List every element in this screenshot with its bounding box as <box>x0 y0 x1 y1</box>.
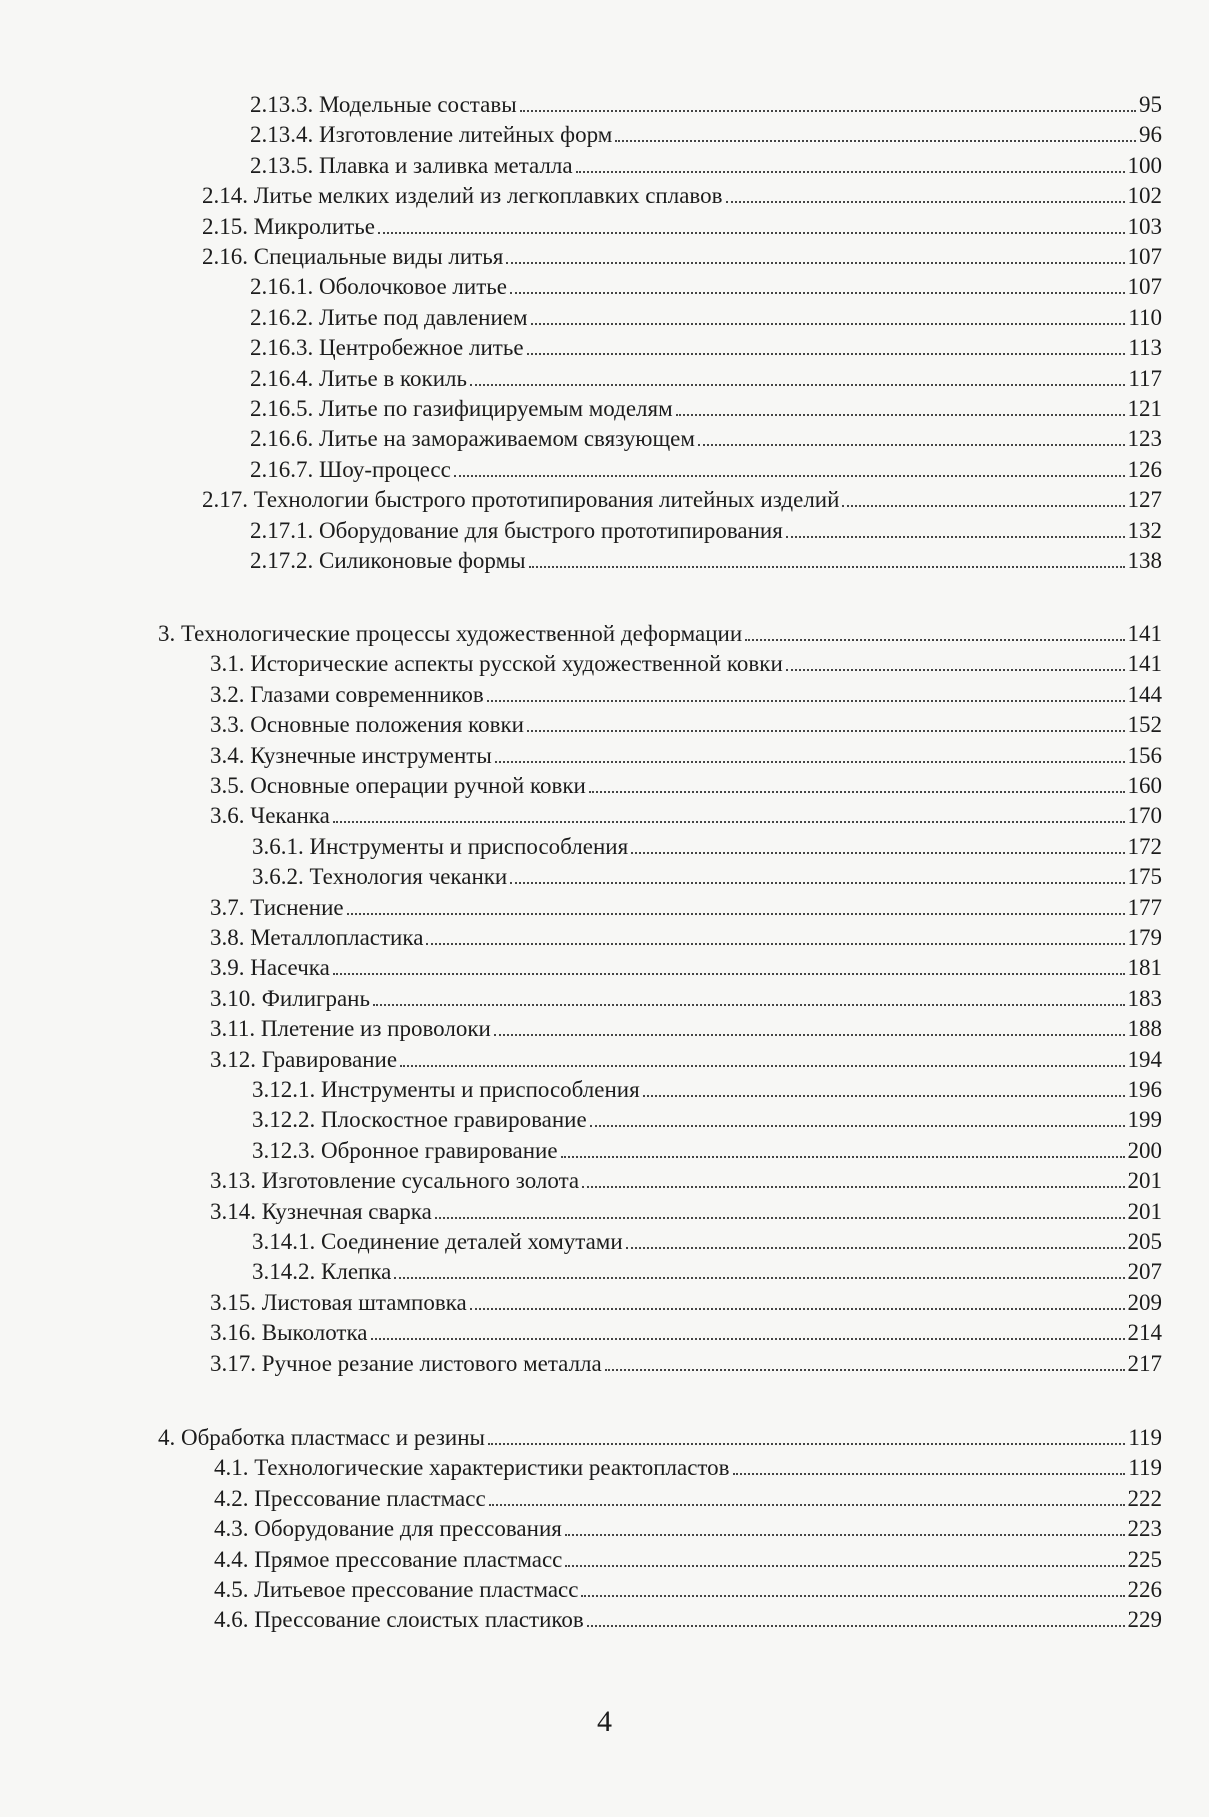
toc-entry-page: 229 <box>1127 1607 1162 1632</box>
toc-entry <box>202 210 1162 240</box>
toc-entry-page: 107 <box>1127 274 1162 299</box>
dot-leader <box>333 972 1125 975</box>
dot-leader <box>510 881 1124 884</box>
dot-leader <box>565 1564 1124 1567</box>
toc-entry-page: 107 <box>1127 244 1162 269</box>
dot-leader <box>489 1503 1125 1506</box>
toc-entry-title: 2.17. Технологии быстрого прототипирования литейных изделий <box>202 487 840 512</box>
toc-entry <box>210 1012 1162 1042</box>
toc-entry-title: 3.3. Основные положения ковки <box>210 712 524 737</box>
dot-leader <box>631 851 1124 854</box>
toc-entry <box>250 392 1162 422</box>
dot-leader <box>842 504 1124 507</box>
dot-leader <box>371 1337 1125 1340</box>
dot-leader <box>786 668 1125 671</box>
dot-leader <box>520 109 1136 112</box>
toc-entry-page: 177 <box>1127 895 1162 920</box>
toc-entry <box>210 647 1162 677</box>
dot-leader <box>373 1003 1125 1006</box>
toc-entry-title: 2.13.3. Модельные составы <box>250 92 517 117</box>
dot-leader <box>605 1368 1125 1371</box>
dot-leader <box>347 912 1125 915</box>
dot-leader <box>745 638 1124 641</box>
toc-entry-title: 3.14.1. Соединение деталей хомутами <box>252 1229 623 1254</box>
toc-entry-title: 3.6.1. Инструменты и приспособления <box>252 834 629 859</box>
dot-leader <box>561 1155 1125 1158</box>
toc-entry <box>210 799 1162 829</box>
dot-leader <box>527 352 1126 355</box>
toc-entry-page: 117 <box>1128 366 1162 391</box>
toc-entry-page: 160 <box>1127 773 1162 798</box>
toc-entry-page: 194 <box>1127 1047 1162 1072</box>
toc-entry <box>250 362 1162 392</box>
page-number: 4 <box>597 1705 612 1738</box>
toc-entry-title: 4.3. Оборудование для прессования <box>214 1516 562 1541</box>
toc-entry <box>250 270 1162 300</box>
dot-leader <box>378 231 1125 234</box>
toc-entry-page: 100 <box>1127 153 1162 178</box>
toc-entry-title: 3.16. Выколотка <box>210 1320 368 1345</box>
dot-leader <box>333 820 1125 823</box>
dot-leader <box>426 942 1124 945</box>
toc-entry-page: 96 <box>1139 122 1162 147</box>
toc-entry-page: 196 <box>1127 1077 1162 1102</box>
toc-entry-page: 199 <box>1127 1107 1162 1132</box>
dot-leader <box>510 291 1125 294</box>
toc-entry-title: 3.9. Насечка <box>210 955 330 980</box>
dot-leader <box>394 1276 1124 1279</box>
toc-entry-page: 181 <box>1127 955 1162 980</box>
toc-entry <box>214 1573 1162 1603</box>
dot-leader <box>531 322 1126 325</box>
toc-entry-title: 3.15. Листовая штамповка <box>210 1290 467 1315</box>
toc-entry <box>252 830 1162 860</box>
toc-entry <box>252 1225 1162 1255</box>
toc-entry-page: 152 <box>1127 712 1162 737</box>
toc-entry-page: 132 <box>1127 518 1162 543</box>
toc-entry <box>210 739 1162 769</box>
toc-entry-page: 205 <box>1127 1229 1162 1254</box>
toc-entry <box>210 1195 1162 1225</box>
toc-entry-title: 2.15. Микролитье <box>202 214 375 239</box>
toc-entry-title: 4.5. Литьевое прессование пластмасс <box>214 1577 579 1602</box>
dot-leader <box>590 1124 1125 1127</box>
toc-entry-title: 2.16.1. Оболочковое литье <box>250 274 507 299</box>
toc-entry-page: 119 <box>1128 1425 1162 1450</box>
toc-entry <box>214 1482 1162 1512</box>
toc-entry <box>210 1316 1162 1346</box>
dot-leader <box>470 383 1125 386</box>
dot-leader <box>435 1216 1125 1219</box>
toc-entry-page: 188 <box>1127 1016 1162 1041</box>
toc-entry-page: 217 <box>1127 1351 1162 1376</box>
toc-entry-title: 2.16.3. Центробежное литье <box>250 335 524 360</box>
toc-entry <box>210 982 1162 1012</box>
toc-entry-title: 3.14.2. Клепка <box>252 1259 392 1284</box>
dot-leader <box>495 760 1125 763</box>
dot-leader <box>786 535 1125 538</box>
toc-entry-title: 2.17.2. Силиконовые формы <box>250 548 526 573</box>
toc-entry-title: 3.7. Тиснение <box>210 895 344 920</box>
toc-entry-page: 110 <box>1128 305 1162 330</box>
toc-entry-page: 123 <box>1127 426 1162 451</box>
toc-entry-title: 2.13.5. Плавка и заливка металла <box>250 153 573 178</box>
toc-entry-page: 138 <box>1127 548 1162 573</box>
dot-leader <box>626 1246 1125 1249</box>
toc-entry-page: 121 <box>1127 396 1162 421</box>
dot-leader <box>589 790 1125 793</box>
toc-entry-page: 141 <box>1127 621 1162 646</box>
toc-entry <box>214 1603 1162 1633</box>
toc-entry <box>250 331 1162 361</box>
toc-entry <box>210 1347 1162 1377</box>
toc-entry-page: 141 <box>1127 651 1162 676</box>
toc-entry-title: 4.1. Технологические характеристики реактопластов <box>214 1455 730 1480</box>
dot-leader <box>529 565 1125 568</box>
toc-entry-page: 102 <box>1127 183 1162 208</box>
toc-entry <box>210 1286 1162 1316</box>
toc-entry-title: 4. Обработка пластмасс и резины <box>158 1425 485 1450</box>
toc-entry-page: 209 <box>1127 1290 1162 1315</box>
dot-leader <box>698 443 1125 446</box>
toc-entry-title: 2.17.1. Оборудование для быстрого прототипирования <box>250 518 783 543</box>
toc-entry <box>214 1543 1162 1573</box>
toc-entry-title: 3.14. Кузнечная сварка <box>210 1199 432 1224</box>
toc-entry-title: 3.12.2. Плоскостное гравирование <box>252 1107 587 1132</box>
toc-entry <box>210 1164 1162 1194</box>
toc-entry-page: 225 <box>1127 1547 1162 1572</box>
dot-leader <box>454 474 1125 477</box>
toc-entry-page: 103 <box>1127 214 1162 239</box>
toc-entry-page: 113 <box>1128 335 1162 360</box>
toc-entry-page: 214 <box>1127 1320 1162 1345</box>
toc-entry-title: 3.4. Кузнечные инструменты <box>210 743 492 768</box>
toc-entry-page: 172 <box>1127 834 1162 859</box>
toc-entry-page: 200 <box>1127 1138 1162 1163</box>
toc-entry-page: 226 <box>1127 1577 1162 1602</box>
toc-entry <box>250 422 1162 452</box>
toc-entry-title: 3.2. Глазами современников <box>210 682 484 707</box>
dot-leader <box>576 170 1125 173</box>
toc-entry-title: 3.6.2. Технология чеканки <box>252 864 508 889</box>
toc-entry-title: 3.12.1. Инструменты и приспособления <box>252 1077 640 1102</box>
toc-entry-title: 2.16.4. Литье в кокиль <box>250 366 467 391</box>
toc-entry-page: 201 <box>1127 1199 1162 1224</box>
toc-entry <box>210 678 1162 708</box>
toc-entry-title: 3. Технологические процессы художественной деформации <box>158 621 743 646</box>
toc-entry-page: 223 <box>1127 1516 1162 1541</box>
dot-leader <box>726 200 1125 203</box>
toc-entry <box>202 483 1162 513</box>
dot-leader <box>488 1442 1125 1445</box>
toc-entry <box>158 1421 1162 1451</box>
toc-entry-title: 2.14. Литье мелких изделий из легкоплавких сплавов <box>202 183 723 208</box>
toc-entry <box>250 118 1162 148</box>
toc-entry-page: 126 <box>1127 457 1162 482</box>
dot-leader <box>470 1307 1125 1310</box>
dot-leader <box>676 413 1125 416</box>
toc-entry <box>214 1512 1162 1542</box>
toc-entry <box>250 544 1162 574</box>
toc-entry-page: 127 <box>1127 487 1162 512</box>
toc-entry-page: 170 <box>1127 803 1162 828</box>
dot-leader <box>587 1624 1125 1627</box>
toc-entry-title: 2.16.2. Литье под давлением <box>250 305 528 330</box>
toc-entry-title: 3.13. Изготовление сусального золота <box>210 1168 580 1193</box>
toc-entry <box>210 891 1162 921</box>
dot-leader <box>527 729 1125 732</box>
toc-entry-title: 3.10. Филигрань <box>210 986 370 1011</box>
toc-entry-title: 3.1. Исторические аспекты русской художественной ковки <box>210 651 783 676</box>
toc-entry <box>252 1073 1162 1103</box>
toc-entry-page: 179 <box>1127 925 1162 950</box>
toc-entry-page: 201 <box>1127 1168 1162 1193</box>
toc-entry <box>210 921 1162 951</box>
toc-entry <box>250 88 1162 118</box>
toc-entry <box>202 179 1162 209</box>
dot-leader <box>581 1594 1124 1597</box>
toc-entry <box>250 453 1162 483</box>
toc-entry <box>250 301 1162 331</box>
dot-leader <box>494 1033 1125 1036</box>
toc-entry <box>158 617 1162 647</box>
toc-entry <box>202 240 1162 270</box>
toc-entry-title: 3.11. Плетение из проволоки <box>210 1016 491 1041</box>
toc-entry-page: 156 <box>1127 743 1162 768</box>
toc-entry-title: 2.16. Специальные виды литья <box>202 244 504 269</box>
dot-leader <box>615 139 1136 142</box>
toc-entry-page: 119 <box>1128 1455 1162 1480</box>
toc-entry-page: 183 <box>1127 986 1162 1011</box>
dot-leader <box>565 1533 1125 1536</box>
toc-entry-title: 2.16.6. Литье на замораживаемом связующем <box>250 426 695 451</box>
toc-entry-title: 4.2. Прессование пластмасс <box>214 1486 486 1511</box>
toc-entry <box>210 708 1162 738</box>
toc-entry-page: 144 <box>1127 682 1162 707</box>
toc-entry-page: 207 <box>1127 1259 1162 1284</box>
toc-entry-title: 2.16.7. Шоу-процесс <box>250 457 451 482</box>
toc-entry-title: 2.13.4. Изготовление литейных форм <box>250 122 613 147</box>
toc-entry-title: 3.5. Основные операции ручной ковки <box>210 773 586 798</box>
toc-entry <box>250 149 1162 179</box>
toc-entry <box>252 1134 1162 1164</box>
dot-leader <box>733 1472 1126 1475</box>
toc-entry <box>252 1103 1162 1133</box>
dot-leader <box>582 1185 1124 1188</box>
toc-entry <box>210 951 1162 981</box>
dot-leader <box>643 1094 1125 1097</box>
toc-entry-title: 4.4. Прямое прессование пластмасс <box>214 1547 563 1572</box>
toc-entry-page: 222 <box>1127 1486 1162 1511</box>
toc-entry <box>252 860 1162 890</box>
toc-entry-page: 175 <box>1127 864 1162 889</box>
toc-entry <box>214 1451 1162 1481</box>
toc-entry-title: 2.16.5. Литье по газифицируемым моделям <box>250 396 673 421</box>
toc-entry <box>250 514 1162 544</box>
toc-entry-title: 3.6. Чеканка <box>210 803 330 828</box>
toc-entry <box>210 769 1162 799</box>
dot-leader <box>506 261 1124 264</box>
toc-entry-title: 3.12. Гравирование <box>210 1047 398 1072</box>
toc-entry-title: 3.12.3. Обронное гравирование <box>252 1138 558 1163</box>
toc-entry <box>210 1043 1162 1073</box>
dot-leader <box>400 1064 1124 1067</box>
toc-entry-page: 95 <box>1139 92 1162 117</box>
toc-entry <box>252 1255 1162 1285</box>
toc-entry-title: 3.17. Ручное резание листового металла <box>210 1351 602 1376</box>
dot-leader <box>487 699 1125 702</box>
toc-entry-title: 4.6. Прессование слоистых пластиков <box>214 1607 584 1632</box>
toc-entry-title: 3.8. Металлопластика <box>210 925 424 950</box>
